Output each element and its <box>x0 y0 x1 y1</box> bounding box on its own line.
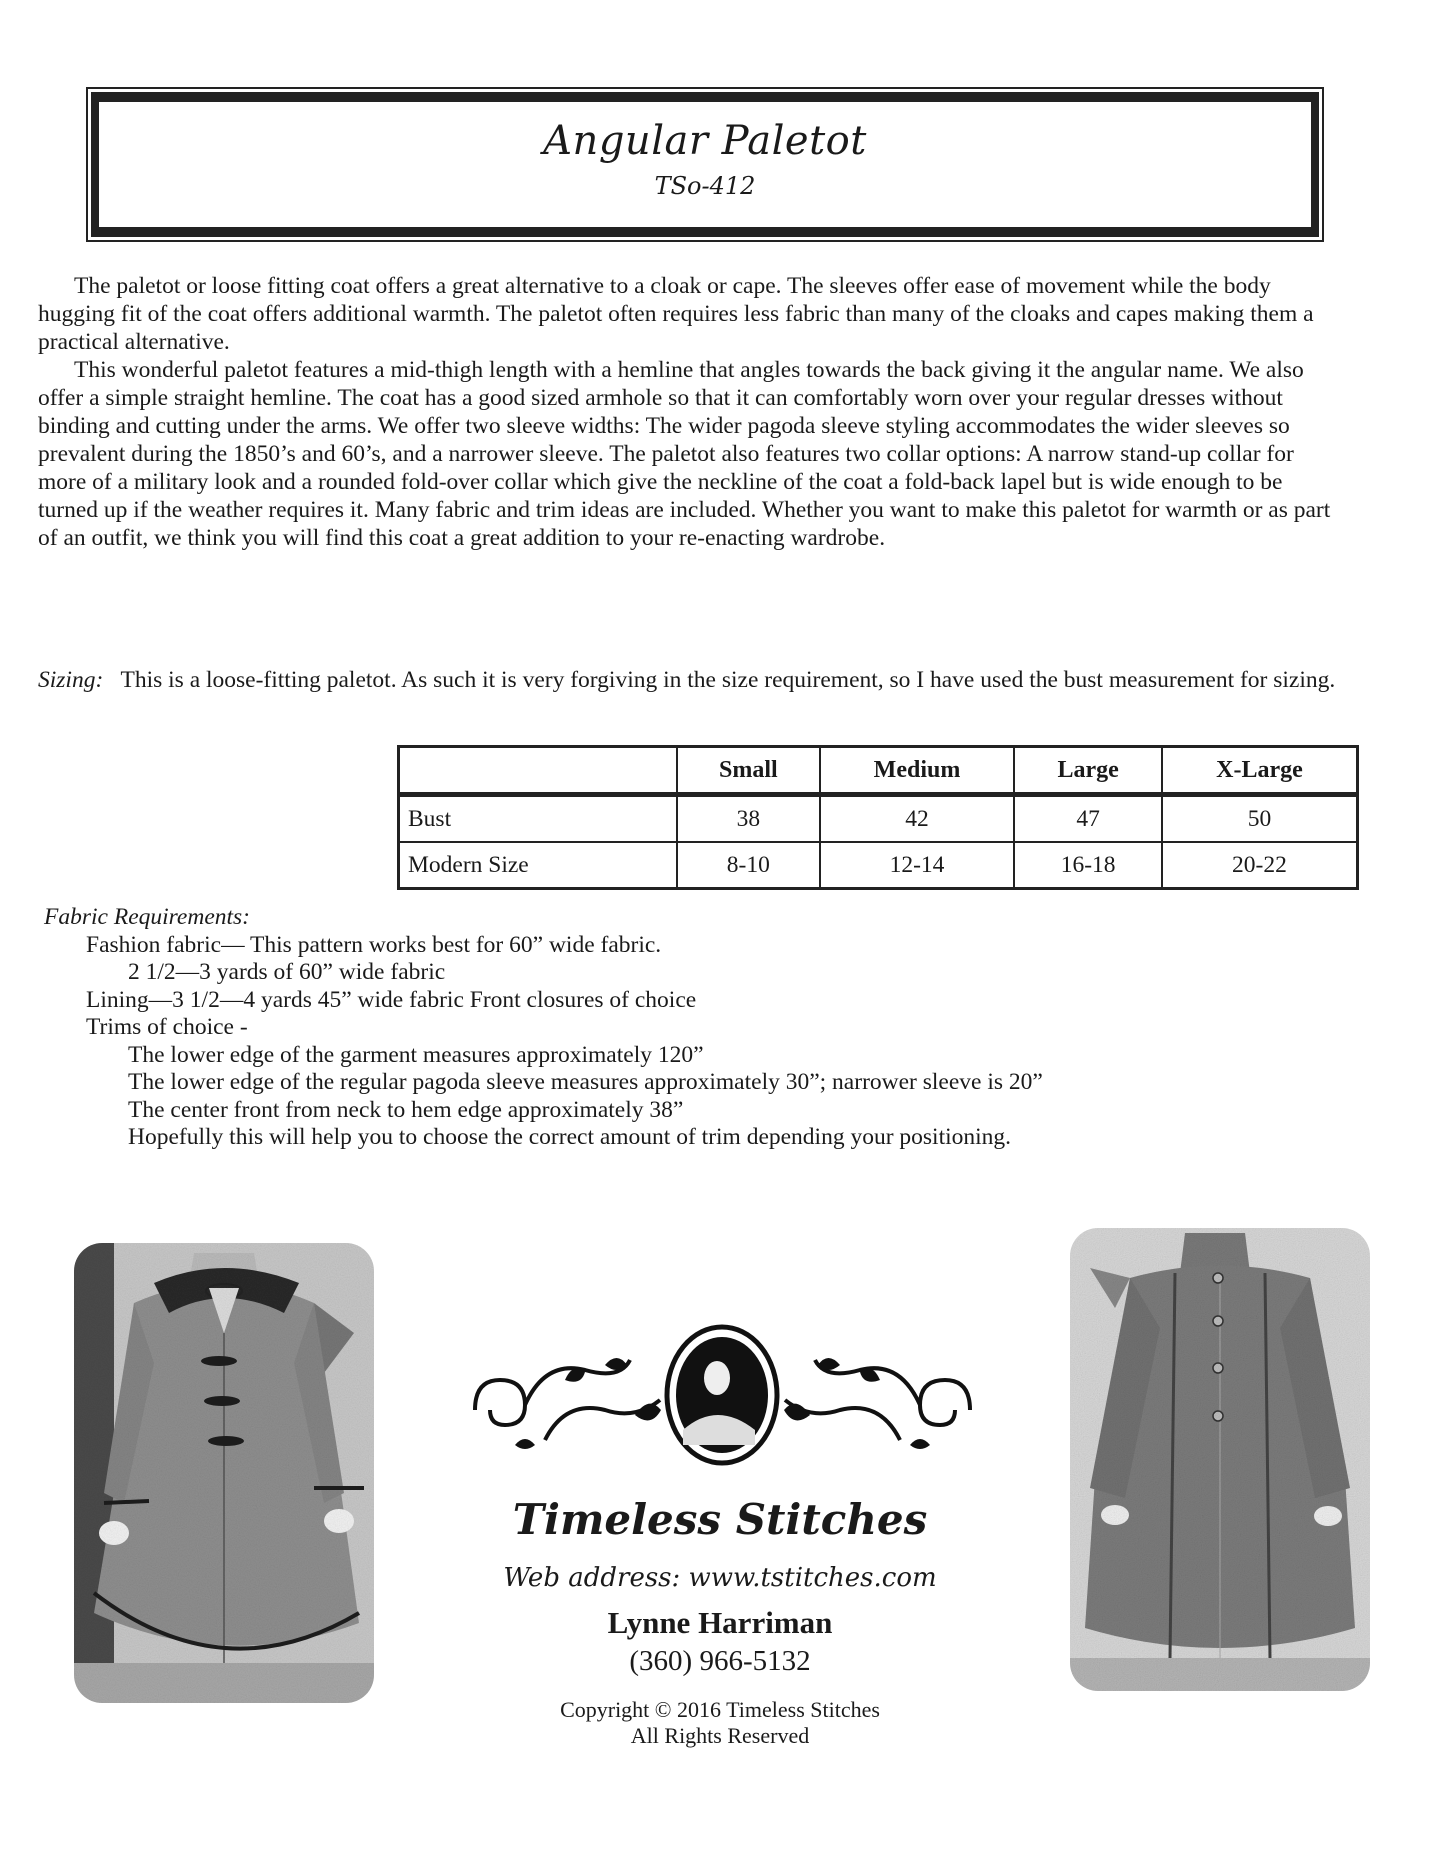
table-cell: 42 <box>820 795 1015 843</box>
column-header-small: Small <box>677 747 820 795</box>
table-row <box>399 795 1358 843</box>
fabric-line: The center front from neck to hem edge approximately 38” <box>128 1096 684 1123</box>
coat-photo-left <box>74 1243 374 1703</box>
coat-photo-right <box>1070 1228 1370 1691</box>
fabric-line: 2 1/2—3 yards of 60” wide fabric <box>128 959 446 985</box>
author-name: Lynne Harriman <box>607 1605 833 1640</box>
phone-number: (360) 966-5132 <box>629 1645 811 1677</box>
column-header-empty <box>399 747 678 795</box>
web-address[interactable]: Web address: www.tstitches.com <box>503 1563 937 1593</box>
page-title: Angular Paletot <box>543 118 867 164</box>
copyright-text: Copyright © 2016 Timeless Stitches <box>560 1697 880 1722</box>
table-cell: 20-22 <box>1162 842 1358 889</box>
fabric-requirements <box>44 904 1384 1152</box>
table-cell: 12-14 <box>820 842 1015 889</box>
brand-name: Timeless Stitches <box>512 1495 928 1544</box>
title-frame <box>86 87 1324 242</box>
size-table <box>397 745 1359 890</box>
copyright-block <box>420 1697 1020 1749</box>
logo-ornament <box>455 1320 990 1470</box>
pattern-code: TSo-412 <box>654 172 756 200</box>
scroll-cameo-logo <box>455 1320 990 1470</box>
row-label: Bust <box>399 795 678 843</box>
column-header-xlarge: X-Large <box>1162 747 1358 795</box>
intro-section <box>38 272 1338 552</box>
intro-paragraph: The paletot or loose fitting coat offers a great alternative to a cloak or cape. The sleeves offer ease of movement while the body hugging fit of the coat offers additional warmth. The paletot often requires less fabric than many of the cloaks and capes making them a practical alternative. <box>38 273 1314 355</box>
table-cell: 8-10 <box>677 842 820 889</box>
table-cell: 47 <box>1014 795 1162 843</box>
table-cell: 50 <box>1162 795 1358 843</box>
row-label: Modern Size <box>399 842 678 889</box>
coat-illustration-right <box>1070 1228 1370 1691</box>
fabric-line: Lining—3 1/2—4 yards 45” wide fabric Front closures of choice <box>86 986 697 1013</box>
column-header-large: Large <box>1014 747 1162 795</box>
fabric-line: Fashion fabric— This pattern works best for 60” wide fabric. <box>86 931 662 958</box>
sizing-label: Sizing: <box>38 667 104 693</box>
coat-illustration-left <box>74 1243 374 1703</box>
sizing-section <box>38 666 1338 694</box>
fabric-line: The lower edge of the regular pagoda sleeve measures approximately 30”; narrower sleeve is 20” <box>128 1069 1043 1095</box>
table-header-row <box>399 747 1358 795</box>
fabric-heading: Fabric Requirements: <box>44 904 251 930</box>
column-header-medium: Medium <box>820 747 1015 795</box>
rights-text: All Rights Reserved <box>630 1723 810 1748</box>
sizing-text: This is a loose-fitting paletot. As such it is very forgiving in the size requirement, so I have used the bust measurement for sizing. <box>120 667 1336 693</box>
table-row <box>399 842 1358 889</box>
intro-paragraph: This wonderful paletot features a mid-thigh length with a hemline that angles towards the back giving it the angular name. We also offer a simple straight hemline. The coat has a good sized armhole so that it can comfortably worn over your regular dresses without binding and cutting under the arms. We offer two sleeve widths: The wider pagoda sleeve styling accommodates the wider sleeves so prevalent during the 1850’s and 60’s, and a narrower sleeve. The paletot also features two collar options: A narrow stand-up collar for more of a military look and a rounded fold-over collar which give the neckline of the coat a fold-back lapel but is wide enough to be turned up if the weather requires it. Many fabric and trim ideas are included. Whether you want to make this paletot for warmth or as part of an outfit, we think you will find this coat a great addition to your re-enacting wardrobe. <box>38 357 1331 551</box>
fabric-line: Trims of choice - <box>86 1014 248 1040</box>
fabric-line: The lower edge of the garment measures approximately 120” <box>128 1041 704 1068</box>
table-cell: 16-18 <box>1014 842 1162 889</box>
fabric-line: Hopefully this will help you to choose the correct amount of trim depending your positioning. <box>128 1124 1012 1150</box>
table-cell: 38 <box>677 795 820 843</box>
title-box <box>91 92 1319 237</box>
